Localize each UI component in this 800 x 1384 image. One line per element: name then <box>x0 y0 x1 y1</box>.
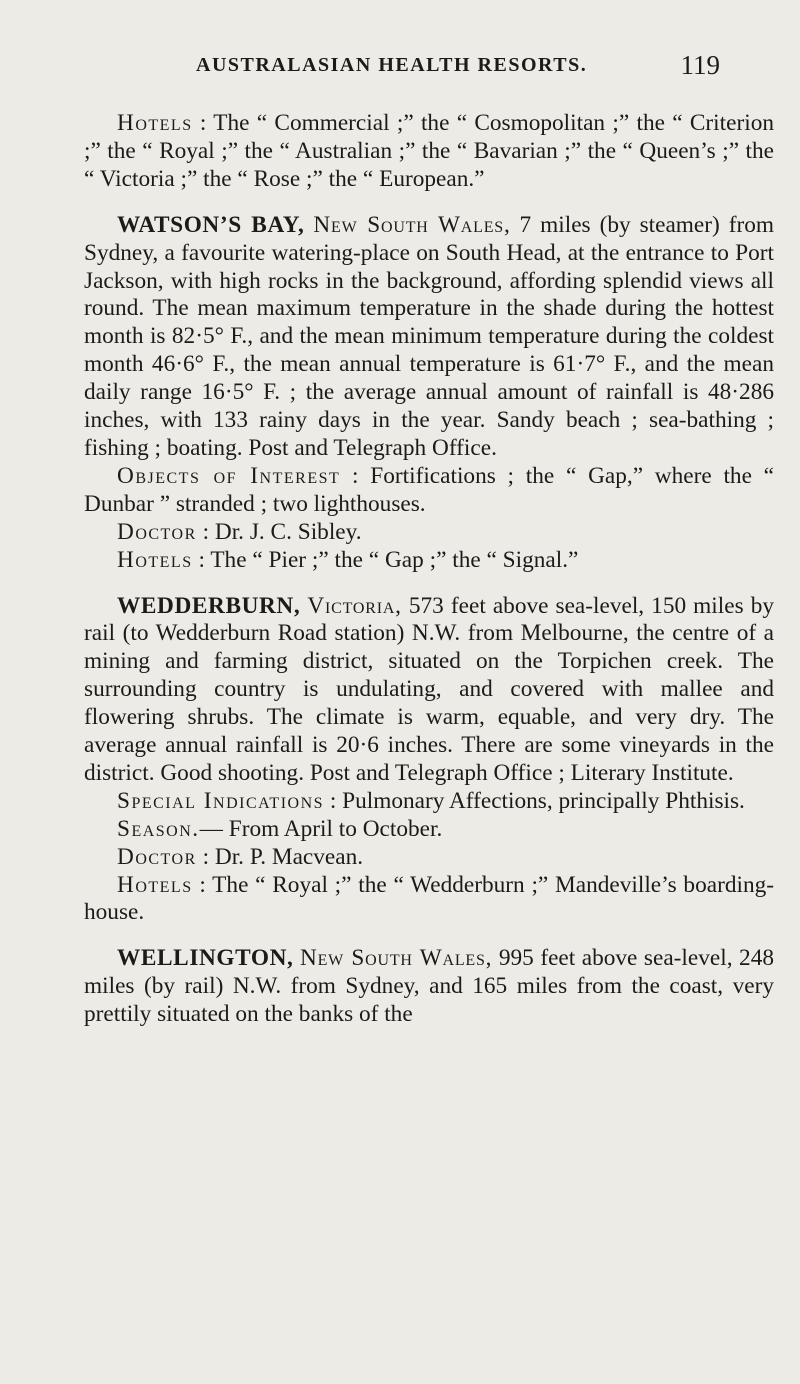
doctor-text: : Dr. P. Macvean. <box>202 843 364 870</box>
hotels-paragraph <box>84 547 774 575</box>
hotels-label: Hotels <box>117 110 193 136</box>
watsons-bay-entry <box>84 212 774 463</box>
season-paragraph <box>84 816 774 844</box>
hotels-label: Hotels <box>117 871 193 898</box>
special-indications-paragraph <box>84 788 774 816</box>
region-label: Victoria, <box>307 592 402 619</box>
hotels-text: : The “ Royal ;” the “ Wedderburn ;” Mandeville’s boarding-house. <box>84 871 775 926</box>
doctor-paragraph <box>84 844 774 872</box>
place-name-wellington: WELLINGTON, <box>117 945 294 972</box>
doctor-text: : Dr. J. C. Sibley. <box>202 518 362 545</box>
body-text <box>84 110 774 1029</box>
entry-description: 995 feet above sea-level, 248 miles (by rail) N.W. from Sydney, and 165 miles from the coast, very prettily situated on the banks of the <box>84 945 774 1028</box>
running-title: AUSTRALASIAN HEALTH RESORTS. <box>196 54 588 76</box>
place-name-watsons-bay: WATSON’S BAY, <box>117 211 305 238</box>
season-label: Season. <box>117 815 200 842</box>
place-name-wedderburn: WEDDERBURN, <box>117 592 301 619</box>
objects-of-interest-label: Objects of Interest <box>117 462 341 489</box>
hotels-text: : The “ Pier ;” the “ Gap ;” the “ Signal.” <box>198 546 579 573</box>
wellington-entry <box>84 945 774 1029</box>
doctor-label: Doctor <box>117 843 197 870</box>
running-head <box>84 50 720 94</box>
hotels-label: Hotels <box>117 546 193 573</box>
region-label: New South Wales, <box>299 945 493 972</box>
entry-description: 7 miles (by steamer) from Sydney, a favourite watering-place on South Head, at the entrance to Port Jackson, with high rocks in the background, affording splendid views all round. The mean maximum temperature in the shade during the hottest month is 82·5° F., and the mean minimum temperature during the coldest month 46·6° F., the mean annual temperature is 61·7° F., and the mean daily range 16·5° F. ; the average annual amount of rainfall is 48·286 inches, with 133 rainy days in the year. Sandy beach ; sea-bathing ; fishing ; boating. Post and Telegraph Office. <box>84 211 774 461</box>
objects-of-interest-paragraph <box>84 463 774 519</box>
entry-description: 573 feet above sea-level, 150 miles by rail (to Wedderburn Road station) N.W. from Melbourne, the centre of a mining and farming district, situated on the Torpichen creek. The surrounding country is undulating, and covered with mallee and flowering shrubs. The climate is warm, equable, and very dry. The average annual rainfall is 20·6 inches. There are some vineyards in the district. Good shooting. Post and Telegraph Office ; Literary Institute. <box>84 592 775 786</box>
special-indications-label: Special Indications <box>117 787 325 814</box>
special-indications-text: : Pulmonary Affections, principally Phthisis. <box>329 787 745 814</box>
page-number: 119 <box>680 50 720 80</box>
doctor-label: Doctor <box>117 518 197 545</box>
doctor-paragraph <box>84 519 774 547</box>
season-text: — From April to October. <box>199 815 443 842</box>
watsons-preceding-hotels-paragraph <box>84 110 774 194</box>
objects-of-interest-text: : Fortifications ; the “ Gap,” where the “ Dunbar ” stranded ; two lighthouses. <box>84 462 775 517</box>
region-label: New South Wales, <box>313 211 511 238</box>
hotels-paragraph <box>84 872 774 928</box>
wedderburn-entry <box>84 593 774 788</box>
hotels-text: : The “ Commercial ;” the “ Cosmopolitan ;” the “ Criterion ;” the “ Royal ;” the “ Australian ;” the “ Bavarian ;” the “ Queen’s ;” the “ Victoria ;” the “ Rose ;” the “ European.” <box>84 110 774 192</box>
